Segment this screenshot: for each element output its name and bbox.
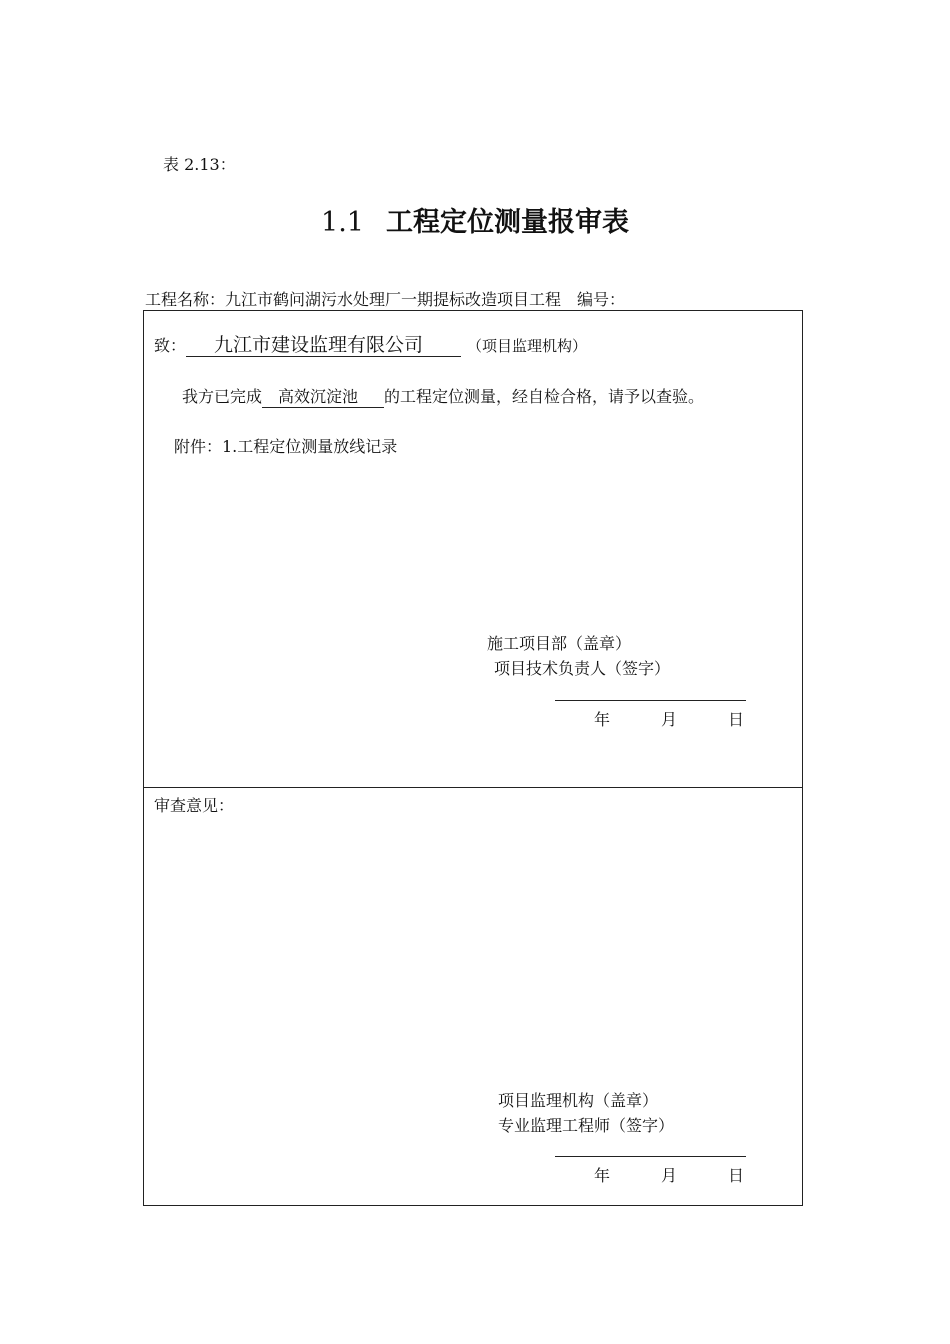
recipient-suffix: （项目监理机构） xyxy=(467,337,588,355)
supervisor-date-year: 年 xyxy=(594,1166,611,1185)
page-title xyxy=(0,200,950,239)
project-name-label: 工程名称： xyxy=(145,290,226,309)
to-label: 致： xyxy=(154,336,187,355)
form-table xyxy=(143,310,803,1206)
supervisor-signer-label: 专业监理工程师（签字） xyxy=(498,1116,675,1135)
completed-item: 高效沉淀池 xyxy=(262,387,384,408)
supervisor-date-month: 月 xyxy=(661,1166,678,1185)
contractor-signature-line xyxy=(555,700,746,701)
contractor-date-month: 月 xyxy=(661,710,678,729)
attachment-line: 附件：1.工程定位测量放线记录 xyxy=(174,437,398,456)
title-number: 1.1 xyxy=(321,207,364,238)
section-divider xyxy=(144,787,802,788)
contractor-date-year: 年 xyxy=(594,710,611,729)
completion-statement xyxy=(182,384,704,408)
completion-prefix: 我方已完成 xyxy=(182,387,263,406)
project-name: 九江市鹤问湖污水处理厂一期提标改造项目工程 xyxy=(225,290,562,309)
contractor-date-day: 日 xyxy=(728,710,745,729)
review-opinion-label: 审查意见： xyxy=(154,796,235,815)
title-text: 工程定位测量报审表 xyxy=(385,207,629,238)
supervisor-signature-line xyxy=(555,1156,746,1157)
table-label: 表 2.13： xyxy=(163,155,236,174)
completion-suffix: 的工程定位测量，经自检合格，请予以查验。 xyxy=(384,387,705,406)
recipient-line xyxy=(154,333,587,357)
supervisor-seal-label: 项目监理机构（盖章） xyxy=(498,1091,659,1110)
contractor-signer-label: 项目技术负责人（签字） xyxy=(494,659,671,678)
supervisor-date-day: 日 xyxy=(728,1166,745,1185)
project-line xyxy=(145,287,625,310)
recipient-org: 九江市建设监理有限公司 xyxy=(186,334,461,357)
contractor-seal-label: 施工项目部（盖章） xyxy=(487,634,632,653)
serial-number-label: 编号： xyxy=(577,290,626,309)
